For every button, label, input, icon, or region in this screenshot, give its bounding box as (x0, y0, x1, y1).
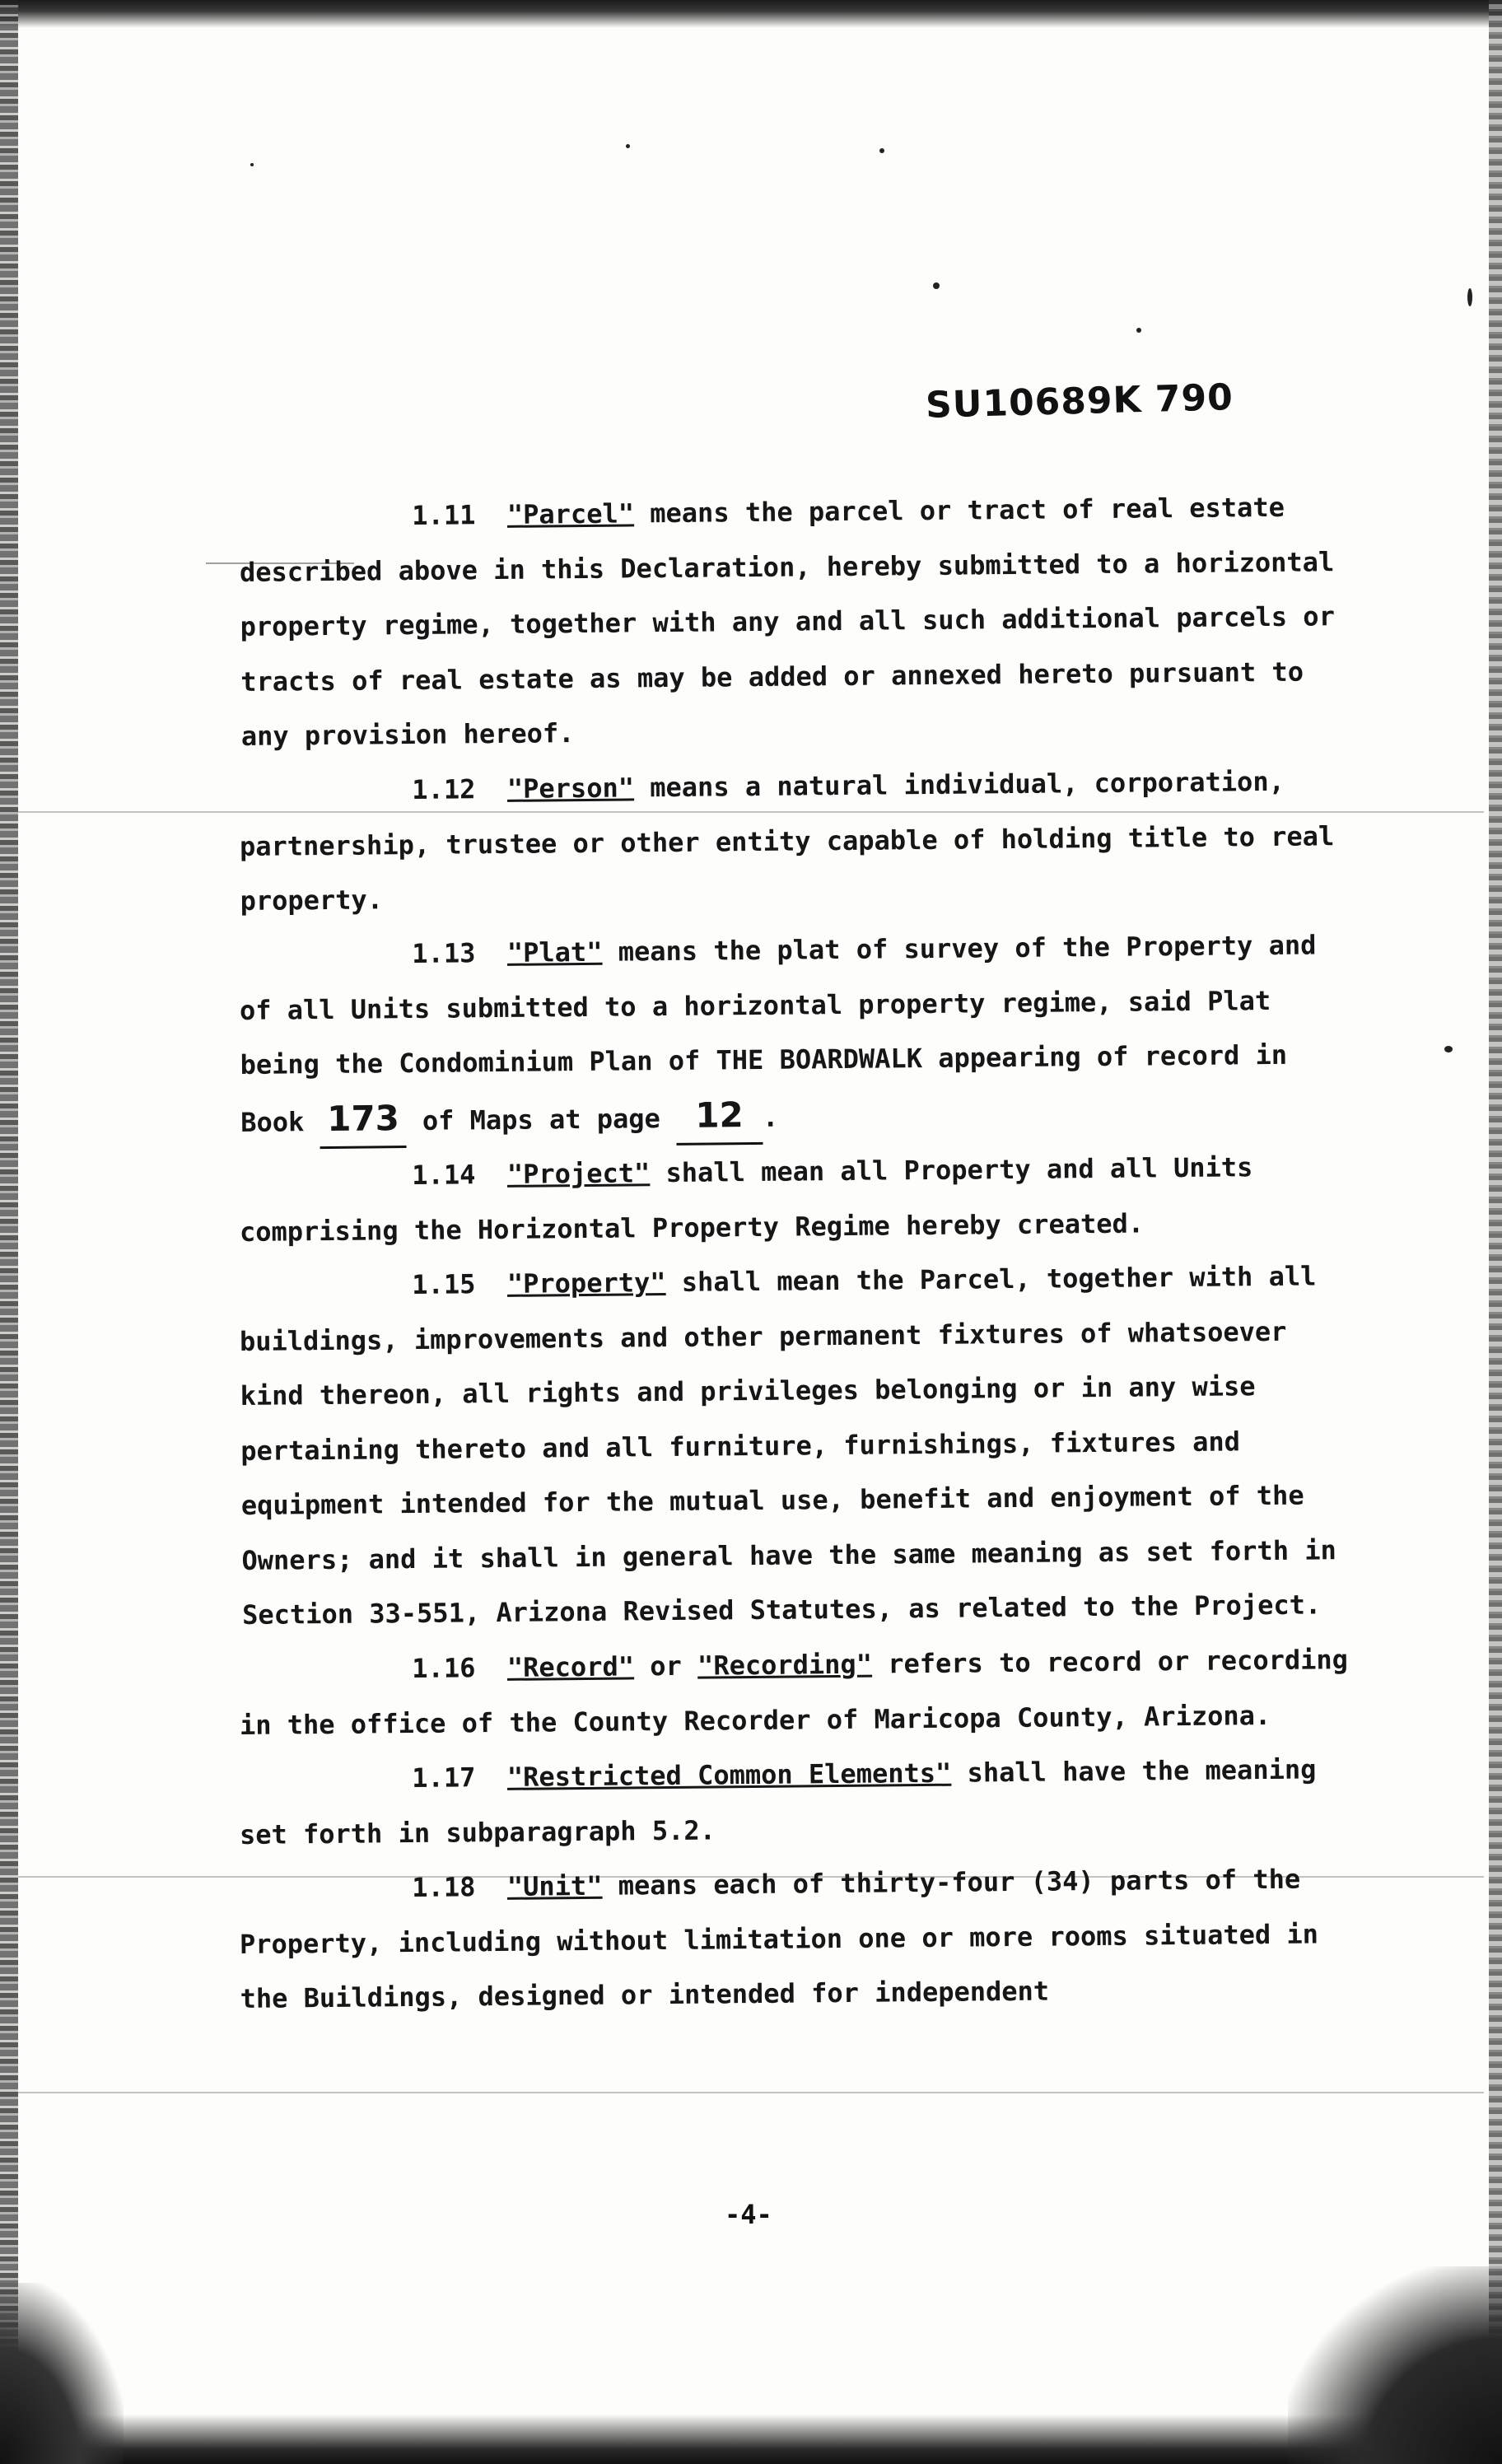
paragraph-lead: means the parcel or tract of real (633, 492, 1174, 530)
handwritten-book-number: 173 (320, 1091, 407, 1150)
paragraph-text: comprising the Horizontal Property Regime hereby created. (239, 1206, 1145, 1248)
paragraph-lead: refers to record or (871, 1645, 1190, 1680)
paragraph-number: 1.15 (412, 1268, 476, 1300)
defined-term: "Restricted Common Elements" (506, 1757, 952, 1793)
paragraph-text: . (762, 1101, 779, 1133)
defined-term: "Project" (506, 1157, 651, 1190)
paragraph-text: recording in the office of the County Recorder of Maricopa County, Arizona. (239, 1643, 1349, 1740)
scan-speck (1467, 288, 1472, 306)
paragraph-1-16 (239, 1632, 1351, 1752)
paragraph-lead: means each of thirty-four (34) parts (602, 1864, 1190, 1902)
paragraph-number: 1.13 (412, 937, 476, 969)
scan-edge-right (1489, 0, 1502, 2464)
paragraph-1-12 (239, 754, 1352, 928)
defined-term: "Unit" (506, 1869, 603, 1902)
paragraph-text: meaning set forth in subparagraph 5.2. (239, 1752, 1317, 1850)
scan-speck (1136, 328, 1141, 333)
defined-term: "Plat" (506, 936, 603, 968)
paragraph-text: and of all Units submitted to a horizontal property regime, said Plat being the Condominium Plan of THE BOARDWALK appearing of record in Book (239, 929, 1317, 1138)
handwritten-page-number: 12 (676, 1087, 763, 1146)
scan-corner-bottom-left (0, 2283, 124, 2464)
paragraph-lead: means a natural individual, corporation, (633, 765, 1285, 803)
defined-term: "Parcel" (506, 497, 635, 530)
paragraph-1-18 (239, 1851, 1352, 2026)
page-number: -4- (725, 2199, 772, 2230)
paragraph-text: all buildings, improvements and other permanent fixtures of whatsoever kind thereon, all rights and privileges belonging or in any wise pertaining thereto and all furniture, furnishings, fixtures and equipment intended for the mutual use, benefit and enjoyment of the Owners; and it shall in general have the same meaning as set forth in Section 33-551, Arizona Revised Statutes, as related to the Project. (239, 1260, 1336, 1631)
recording-stamp: SU10689K 790 (925, 376, 1234, 427)
paragraph-connector: or (633, 1650, 698, 1682)
paragraph-text: of the Property, including without limitation one or more rooms situated in the Buildings, designed or intended for independent (239, 1863, 1319, 2014)
paragraph-1-17 (239, 1742, 1351, 1862)
paragraph-number: 1.17 (412, 1761, 476, 1794)
paragraph-number: 1.16 (412, 1651, 476, 1684)
document-body (239, 490, 1350, 2026)
paragraph-lead: shall have the (951, 1754, 1190, 1789)
paragraph-number: 1.12 (412, 772, 476, 805)
paragraph-number: 1.14 (412, 1159, 476, 1191)
defined-term: "Record" (506, 1650, 635, 1683)
paragraph-1-15 (239, 1248, 1354, 1642)
defined-term: "Recording" (697, 1648, 873, 1682)
defined-term: "Person" (506, 771, 635, 805)
paragraph-text: estate described above in this Declaration, hereby submitted to a horizontal property regime, together with any and all such additional parcels or tracts of real estate as may be added or annexed hereto pursuant to any provision hereof. (239, 491, 1336, 752)
scan-line (18, 2092, 1484, 2093)
scan-speck (1444, 1046, 1453, 1052)
paragraph-text: of Maps at page (406, 1102, 677, 1136)
paragraph-lead: shall mean the Parcel, together with (665, 1261, 1253, 1299)
paragraph-1-11 (239, 479, 1353, 763)
defined-term: "Property" (506, 1267, 666, 1300)
paragraph-lead: shall mean all Property and all Units (650, 1151, 1253, 1189)
scan-edge-left (0, 0, 18, 2464)
scan-speck (933, 282, 940, 289)
scan-speck (626, 144, 630, 148)
scan-speck (879, 148, 884, 153)
paragraph-1-13 (239, 917, 1353, 1150)
scan-edge-top (0, 0, 1502, 28)
scan-speck (250, 163, 254, 166)
paragraph-lead: means the plat of survey of the Property (602, 930, 1253, 968)
paragraph-number: 1.11 (412, 499, 476, 531)
scan-corner-bottom-right (1288, 2266, 1502, 2464)
paragraph-number: 1.18 (412, 1870, 476, 1903)
paragraph-1-14 (239, 1139, 1351, 1259)
paragraph-text: partnership, trustee or other entity capable of holding title to real property. (239, 819, 1335, 917)
scan-edge-bottom (0, 2415, 1502, 2464)
